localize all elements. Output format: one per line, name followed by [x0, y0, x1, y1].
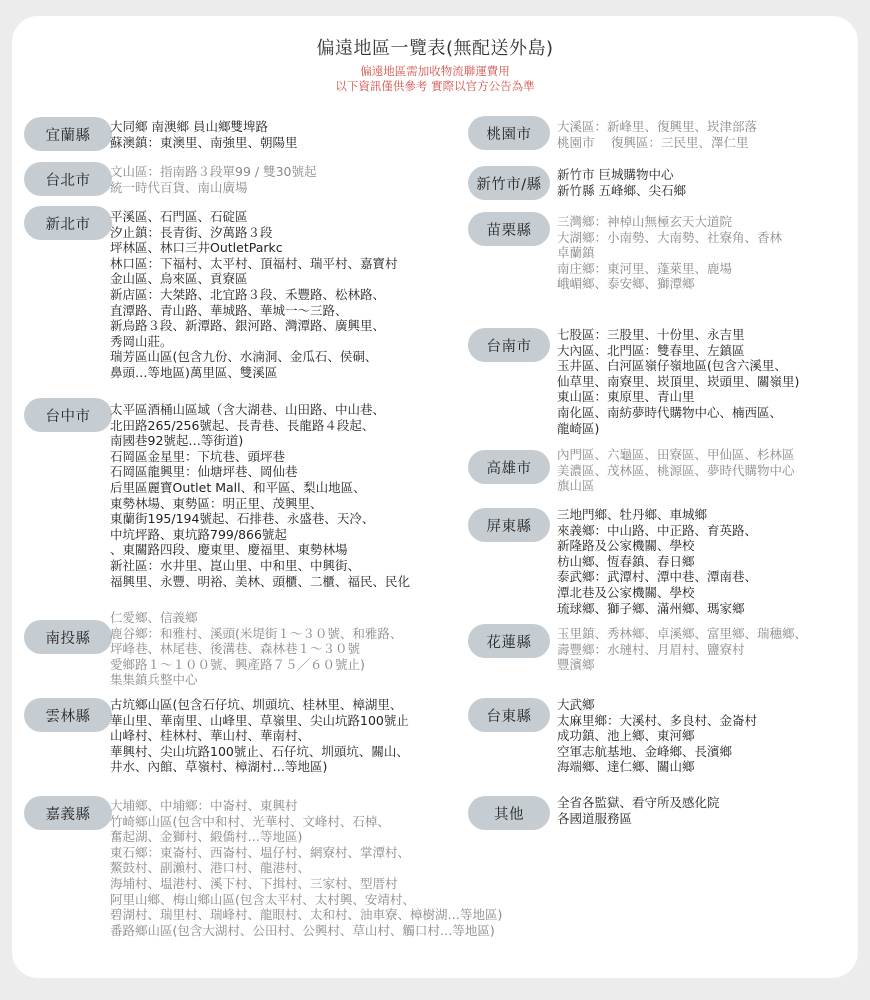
region-badge-pingtung: 屏東縣 — [468, 508, 550, 542]
region-detail-yilan: 大同鄉 南澳鄉 員山鄉雙埤路 蘇澳鎮：東澳里、南強里、朝陽里 — [110, 119, 298, 150]
region-badge-new-taipei: 新北市 — [24, 206, 112, 240]
surcharge-note: 偏遠地區需加收物流聯運費用 — [360, 64, 510, 78]
region-detail-yunlin: 古坑鄉山區(包含石仔坑、圳頭坑、桂林里、樟湖里、 華山里、華南里、山峰里、草嶺里、尖山坑路100號止 山峰村、桂林村、華山村、華南村、 華興村、尖山坑路100號止、石仔坑、圳頭坑、關山、 井水、內館、草嶺村、樟湖村…等地區) — [110, 697, 409, 775]
region-detail-hsinchu: 新竹市 巨城購物中心 新竹縣 五峰鄉、尖石鄉 — [557, 167, 686, 198]
region-card — [12, 16, 858, 978]
region-badge-taoyuan: 桃園市 — [468, 116, 550, 150]
disclaimer-note: 以下資訊僅供參考 實際以官方公告為準 — [335, 79, 535, 93]
region-detail-hualien: 玉里鎮、秀林鄉、卓溪鄉、富里鄉、瑞穗鄉、 壽豐鄉：水璉村、月眉村、鹽寮村 豐濱鄉 — [557, 626, 808, 673]
region-detail-chiayi: 大埔鄉、中埔鄉：中崙村、東興村 竹崎鄉山區(包含中和村、光華村、文峰村、石棹、 奮起湖、金獅村、緞僑村…等地區) 東石鄉：東崙村、西崙村、塭仔村、網寮村、掌潭村、 鰲鼓村、副瀨村、港口村、龍港村、 海埔村、塭港村、溪下村、下揖村、三家村、型厝村 阿里山鄉、梅山鄉山區(包含太平村、太村興、安靖村、 碧湖村、瑞里村、瑞峰村、龍眼村、太和村、油車寮、樟樹湖…等地區) 番路鄉山區(包含大湖村、公田村、公興村、草山村、觸口村…等地區) — [110, 798, 503, 938]
region-detail-miaoli: 三灣鄉：神棹山無極玄天大道院 大湖鄉：小南勢、大南勢、社寮角、香林 卓蘭鎮 南庄鄉：東河里、蓬萊里、鹿場 峨嵋鄉、泰安鄉、獅潭鄉 — [557, 214, 783, 292]
region-detail-pingtung: 三地門鄉、牡丹鄉、車城鄉 來義鄉：中山路、中正路、育英路、 新隆路及公家機關、學校 枋山鄉、恆春鎮、春日鄉 泰武鄉：武潭村、潭中巷、潭南巷、 潭北巷及公家機關、學校 琉球鄉、獅子鄉、滿州鄉、瑪家鄉 — [557, 507, 758, 616]
region-badge-hualien: 花蓮縣 — [468, 624, 550, 658]
region-detail-taipei: 文山區：指南路３段單99 / 雙30號起 統一時代百貨、南山廣場 — [110, 164, 317, 195]
region-badge-miaoli: 苗栗縣 — [468, 212, 550, 246]
region-detail-kaohsiung: 內門區、六龜區、田寮區、甲仙區、杉林區 美濃區、茂林區、桃源區、夢時代購物中心 旗山區 — [557, 447, 795, 494]
page-title: 偏遠地區一覽表(無配送外島) — [316, 38, 554, 59]
region-badge-yilan: 宜蘭縣 — [24, 117, 112, 151]
region-badge-taitung: 台東縣 — [468, 698, 550, 732]
region-detail-taoyuan: 大溪區：新峰里、復興里、崁津部落 桃園市 復興區：三民里、澤仁里 — [557, 119, 758, 150]
region-detail-new-taipei: 平溪區、石門區、石碇區 汐止鎮：長青街、汐萬路３段 坪林區、林口三井OutletParkc 林口區：下福村、太平村、頂福村、瑞平村、嘉寶村 金山區、烏來區、貢寮區 新店區：大桀路、北宜路３段、禾豐路、松林路、 直潭路、青山路、華城路、華城一～三路、 新烏路３段、新潭路、銀河路、灣潭路、廣興里、 秀岡山莊。 瑞芳區山區(包含九份、水湳洞、金瓜石、侯硐、 鼻頭…等地區)萬里區、雙溪區 — [110, 209, 398, 380]
region-detail-other: 全省各監獄、看守所及感化院 各國道服務區 — [557, 795, 720, 826]
region-badge-taipei: 台北市 — [24, 162, 112, 196]
region-badge-hsinchu: 新竹市/縣 — [468, 166, 550, 200]
region-detail-taichung: 太平區酒桶山區域（含大湖巷、山田路、中山巷、 北田路265/256號起、長青巷、長龍路４段起、 南國巷92號起…等街道) 石岡區金星里：下坑巷、頭坪巷 石岡區龍興里：仙塘坪巷、岡仙巷 后里區麗寶Outlet Mall、和平區、梨山地區、 東勢林場、東勢區：明正里、茂興里、 東蘭街195/194號起、石排巷、永盛巷、天冷、 中坑坪路、東坑路799/866號起 、東關路四段、慶東里、慶福里、東勢林場 新社區：水井里、崑山里、中和里、中興街、 福興里、永豐、明裕、美林、頭櫃、二櫃、福民、民化 — [110, 402, 411, 589]
region-badge-other: 其他 — [468, 796, 550, 830]
region-badge-kaohsiung: 高雄市 — [468, 450, 550, 484]
region-badge-chiayi: 嘉義縣 — [24, 796, 112, 830]
region-detail-nantou: 仁愛鄉、信義鄉 鹿谷鄉：和雅村、溪頭(米堤街１～３０號、和雅路、 坪峰巷、林尾巷、後溝巷、森林巷１～３０號 愛鄉路１～１００號、興產路７５／６０號止) 集集鎮兵整中心 — [110, 610, 403, 688]
region-badge-tainan: 台南市 — [468, 328, 550, 362]
region-badge-nantou: 南投縣 — [24, 620, 112, 654]
region-detail-tainan: 七股區：三股里、十份里、永吉里 大內區、北門區：雙春里、左鎮區 玉井區、白河區嶺仔嶺地區(包含六溪里、 仙草里、南寮里、崁頂里、崁頭里、關嶺里) 東山區：東原里、青山里 南化區、南紡夢時代購物中心、楠西區、 龍崎區) — [557, 327, 800, 436]
region-detail-taitung: 大武鄉 太麻里鄉：大溪村、多良村、金崙村 成功鎮、池上鄉、東河鄉 空軍志航基地、金峰鄉、長濱鄉 海端鄉、達仁鄉、關山鄉 — [557, 697, 758, 775]
region-badge-taichung: 台中市 — [24, 398, 112, 432]
region-badge-yunlin: 雲林縣 — [24, 698, 112, 732]
